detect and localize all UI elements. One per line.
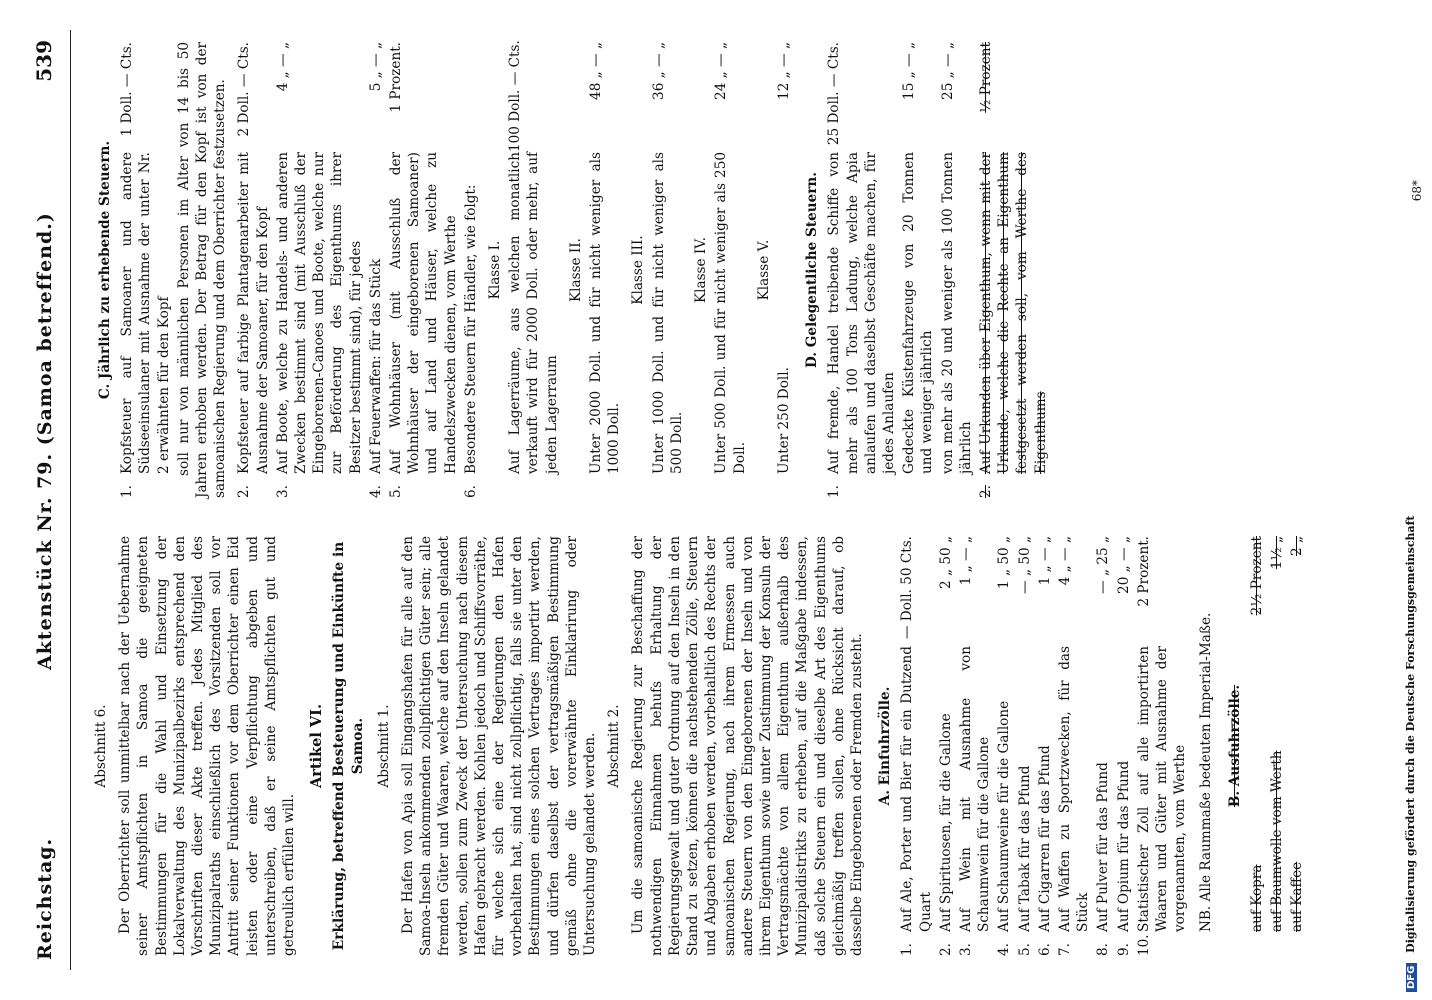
einfuhr-row bbox=[898, 536, 934, 956]
header-rule bbox=[70, 30, 71, 970]
item-value: 1 „ — „ bbox=[957, 536, 974, 586]
item-text: auf Kaffee bbox=[1289, 861, 1306, 932]
abschnitt6-text: Der Oberrichter soll unmittelbar nach der Uebernahme seiner Amtspflichten in Samoa die geeigneten Bestimmungen für die Wahl und Einsetzung der Lokalverwaltung des Munizipalbezirks entsprechend den Vorschriften dieser Akte treffen. Jedes Mitglied des Munizipalraths einschließlich des Vorsitzenden soll vor Antritt seiner Funktionen vor dem Oberrichter einen Eid leisten oder eine Verpflichtung abgeben und unterschreiben, daß er seine Amtspflichten gut und getreulich erfüllen will. bbox=[117, 536, 298, 956]
page-number: 539 bbox=[32, 40, 56, 82]
item-value: 36 „ — „ bbox=[650, 42, 667, 100]
gelegentlich-row bbox=[939, 42, 975, 498]
item-number: 3. bbox=[957, 943, 974, 956]
item-number: 2. bbox=[937, 943, 954, 956]
item-value: 2 Prozent. bbox=[1135, 536, 1152, 607]
item-value: 25 Doll. — Cts. bbox=[826, 42, 843, 146]
d-list bbox=[825, 42, 1049, 498]
item-text: Besondere Steuern für Händler, wie folgt: bbox=[462, 184, 479, 474]
item-value: 2½ Prozent bbox=[1248, 536, 1265, 616]
ausfuhr-row bbox=[1268, 536, 1286, 956]
item-number: 6. bbox=[462, 485, 479, 498]
header-reichstag: Reichstag. bbox=[34, 837, 56, 960]
item-number: 5. bbox=[388, 485, 405, 498]
c-list bbox=[118, 42, 480, 498]
abschnitt2-heading: Abschnitt 2. bbox=[606, 704, 623, 788]
item-value: 24 „ — „ bbox=[713, 42, 730, 100]
d-heading: D. Gelegentliche Steuern. bbox=[804, 171, 821, 369]
item-value: — „ 50 „ bbox=[1016, 536, 1033, 594]
item-value: 1 „ 50 „ bbox=[996, 536, 1013, 589]
klasse-row bbox=[775, 42, 793, 498]
column-left bbox=[86, 536, 1308, 956]
einfuhr-row bbox=[1135, 536, 1190, 956]
klasse-heading: Klasse I. bbox=[487, 240, 504, 300]
item-text: auf Baumwolle vom Werth bbox=[1268, 750, 1285, 932]
item-value: — „ 25 „ bbox=[1095, 536, 1112, 594]
item-number: 5. bbox=[1016, 943, 1033, 956]
item-number: 3. bbox=[274, 485, 291, 498]
steuer-row bbox=[274, 42, 365, 498]
footnote-mark: 68* bbox=[1410, 180, 1424, 202]
item-value: 4 „ — „ bbox=[274, 42, 291, 92]
item-text: Kopfsteuer auf farbige Plantagenarbeiter mit Ausnahme der Samoaner, für den Kopf bbox=[236, 152, 271, 474]
klasse-heading: Klasse II. bbox=[567, 238, 584, 302]
item-number: 1. bbox=[119, 485, 136, 498]
item-text: Gedeckte Küstenfahrzeuge von 20 Tonnen und weniger jährlich bbox=[901, 152, 936, 474]
gelegentlich-row bbox=[825, 42, 898, 498]
item-value: 25 „ — „ bbox=[939, 42, 956, 100]
item-number: 2. bbox=[236, 485, 253, 498]
item-text: Unter 1000 Doll. und für nicht weniger als 500 Doll. bbox=[650, 152, 685, 474]
item-value: 5 „ — „ bbox=[367, 42, 384, 92]
item-text: Auf Lagerräume, aus welchen monatlich verkauft wird für 2000 Doll. oder mehr, auf jeden Lagerraum bbox=[507, 152, 560, 474]
ausfuhr-heading: B. Ausfuhrzölle. bbox=[1226, 684, 1243, 808]
abschnitt1-heading: Abschnitt 1. bbox=[375, 704, 392, 788]
item-value: 2 „ bbox=[1289, 536, 1306, 557]
klasse-heading: Klasse IV. bbox=[693, 236, 710, 304]
nb-note: NB. Alle Raummaße bedeuten Imperial-Maße. bbox=[1198, 612, 1215, 932]
item-number: 1. bbox=[899, 943, 916, 956]
klasse-row bbox=[712, 42, 748, 498]
item-number: 8. bbox=[1095, 943, 1112, 956]
item-value: 15 „ — „ bbox=[901, 42, 918, 100]
item-value: 20 „ — „ bbox=[1115, 536, 1132, 594]
item-value: 100 Doll. — Cts. bbox=[507, 40, 524, 152]
item-value: 48 „ — „ bbox=[588, 42, 605, 100]
item-value: 12 „ — „ bbox=[775, 42, 792, 100]
item-value: 1 Prozent. bbox=[388, 42, 405, 113]
dfg-logo: DFG bbox=[1406, 963, 1417, 992]
gelegentlich-row bbox=[977, 42, 1050, 498]
einfuhr-row bbox=[1094, 536, 1112, 956]
item-number: 9. bbox=[1115, 943, 1132, 956]
digitalization-text: Digitalisierung gefördert durch die Deutsche Forschungsgemeinschaft bbox=[1404, 515, 1417, 953]
digitalization-note bbox=[1404, 12, 1417, 992]
item-text: Auf Ale, Porter und Bier für ein Dutzend Quart bbox=[899, 646, 934, 932]
item-text: Unter 250 Doll. bbox=[775, 367, 792, 474]
item-value: 1 Doll. — Cts. bbox=[119, 42, 136, 137]
item-value: 2 Doll. — Cts. bbox=[236, 42, 253, 137]
ausfuhr-row bbox=[1248, 536, 1266, 956]
item-text: Statistischer Zoll auf alle importirten Waaren und Güter mit Ausnahme der vorgenannten, vom Werthe bbox=[1135, 646, 1189, 932]
item-text: Auf Pulver für das Pfund bbox=[1095, 762, 1112, 932]
item-text: Auf Schaumweine für die Gallone bbox=[996, 700, 1013, 932]
c-heading: C. Jährlich zu erhebende Steuern. bbox=[97, 140, 113, 400]
item-number: 6. bbox=[1036, 943, 1053, 956]
item-text: Auf Tabak für das Pfund bbox=[1016, 765, 1033, 932]
einfuhr-row bbox=[1036, 536, 1054, 956]
einfuhr-row bbox=[937, 536, 955, 956]
steuer-note: soll nur von männlichen Personen im Alter von 14 bis 50 Jahren erhoben werden. Der Betrag für den Kopf ist von der samoanischen Regierung und dem Oberrichter festzusetzen. bbox=[175, 42, 229, 498]
steuer-row bbox=[387, 42, 460, 498]
item-text: Auf Waffen zu Sportzwecken, für das Stück bbox=[1056, 646, 1092, 932]
ausfuhr-row bbox=[1288, 536, 1306, 956]
klasse-heading: Klasse V. bbox=[755, 239, 772, 301]
abschnitt2-text: Um die samoanische Regierung zur Beschaffung der nothwendigen Einnahmen behufs Erhaltung der Regierungsgewalt und guter Ordnung auf den Inseln in den Stand zu setzen, können die nachstehenden Zölle, Steuern und Abgaben erhoben werden, vorbehaltlich des Rechts der samoanischen Regierung, nach ihrem Ermessen auch andere Steuern von den Eingeborenen der Inseln und von ihrem Eigenthum sowie unter Zustimmung der Konsuln der Vertragsmächte von allem Eigenthum außerhalb des Munizipaldistrikts zu erheben, auf die Maßgabe indessen, daß solche Steuern ein und dieselbe Art des Eigenthums gleichmäßig treffen sollen, ohne Rücksicht darauf, ob dasselbe Eingeborenen oder Fremden zusteht. bbox=[630, 536, 865, 956]
column-right bbox=[86, 42, 1052, 498]
einfuhr-row bbox=[1016, 536, 1034, 956]
steuer-row bbox=[462, 42, 480, 498]
page-header bbox=[28, 30, 68, 970]
abschnitt6-heading: Abschnitt 6. bbox=[93, 704, 109, 788]
item-text: Auf Spirituosen, für die Gallone bbox=[937, 713, 954, 932]
item-text: Auf Boote, welche zu Handels- und anderen Zwecken bestimmt sind (mit Ausschluß der Eingeborenen-Canoes und Boote, welche nur zur Beförderung des Eigenthums ihrer Besitzer bestimmt sind), für jedes bbox=[274, 152, 364, 474]
klasse-heading: Klasse III. bbox=[630, 235, 647, 305]
item-number: 1. bbox=[826, 485, 843, 498]
item-text: Auf Opium für das Pfund bbox=[1115, 760, 1132, 932]
item-text: Auf Wein mit Ausnahme von Schaumwein für die Gallone bbox=[957, 646, 993, 932]
item-text: Auf Urkunden über Eigenthum, wenn mit der Urkunde, welche die Rechte an Eigenthum festgesetzt werden soll, vom Werthe des Eigenthums bbox=[977, 152, 1049, 474]
artikel-title: Artikel VI. bbox=[308, 704, 326, 789]
item-text: auf Kopra bbox=[1248, 864, 1265, 932]
item-number: 10. bbox=[1135, 934, 1152, 956]
abschnitt1-text: Der Hafen von Apia soll Eingangshafen für alle auf den Samoa-Inseln ankommenden zollpflichtigen Güter sein; alle fremden Güter und Waaren, welche auf den Inseln gelandet werden, sollen zum Zweck der Untersuchung nach diesem Hafen gebracht werden. Kohlen jedoch und Schiffsvorräthe, für welche sich eine der Regierungen den Hafen vorbehalten hat, sind nicht zollpflichtig, falls sie unter den Bestimmungen eines solchen Vertrages importirt werden, und dürfen daselbst der vertragsmäßigen Bestimmung gemäß ohne die vorerwähnte Einklarirung oder Untersuchung gelandet werden. bbox=[400, 536, 599, 956]
artikel-subtitle: Erklärung, betreffend Besteuerung und Einkünfte in Samoa. bbox=[331, 541, 366, 951]
item-value: 2 „ 50 „ bbox=[937, 536, 954, 589]
item-text: Unter 2000 Doll. und für nicht weniger als 1000 Doll. bbox=[588, 152, 623, 474]
item-text: Unter 500 Doll. und für nicht weniger als 250 Doll. bbox=[713, 152, 748, 474]
steuer-row bbox=[367, 42, 385, 498]
header-aktenstueck: Aktenstück Nr. 79. (Samoa betreffend.) bbox=[34, 212, 56, 670]
item-value: — Doll. 50 Cts. bbox=[899, 536, 916, 640]
item-text: Kopfsteuer auf Samoaner und andere Südseeinsulaner mit Ausnahme der unter Nr. 2 erwähnten für den Kopf bbox=[119, 152, 172, 474]
item-number: 7. bbox=[1056, 943, 1073, 956]
item-text: Auf Cigarren für das Pfund bbox=[1036, 745, 1053, 932]
item-text: Auf fremde, Handel treibende Schiffe von mehr als 100 Tons Ladung, welche Apia anlaufen und daselbst Geschäfte machen, für jedes Anlaufen bbox=[826, 152, 897, 474]
gelegentlich-row bbox=[900, 42, 936, 498]
steuer-row bbox=[235, 42, 271, 498]
ausfuhr-list bbox=[1248, 536, 1307, 956]
item-value: 1½ „ bbox=[1268, 536, 1285, 570]
item-value: 1 „ — „ bbox=[1036, 536, 1053, 586]
item-value: 4 „ — „ bbox=[1056, 536, 1073, 586]
item-text: Auf Feuerwaffen: für das Stück bbox=[367, 258, 384, 474]
einfuhr-row bbox=[1056, 536, 1092, 956]
klasse-row bbox=[506, 42, 561, 498]
steuer-row bbox=[118, 42, 173, 498]
item-text: von mehr als 20 und weniger als 100 Tonnen jährlich bbox=[939, 152, 974, 474]
klasse-row bbox=[650, 42, 686, 498]
einfuhr-row bbox=[1115, 536, 1133, 956]
item-value: ½ Prozent bbox=[977, 42, 994, 113]
item-number: 4. bbox=[367, 485, 384, 498]
klasse-row bbox=[587, 42, 623, 498]
einfuhr-row bbox=[995, 536, 1013, 956]
klassen-list bbox=[486, 42, 793, 498]
einfuhr-list bbox=[898, 536, 1189, 956]
item-text: Auf Wohnhäuser (mit Ausschluß der Wohnhäuser der eingeborenen Samoaner) und auf Land und Häuser, welche zu Handelszwecken dienen, vom Werthe bbox=[388, 152, 459, 474]
einfuhr-heading: A. Einfuhrzölle. bbox=[877, 686, 894, 806]
item-number: 4. bbox=[996, 943, 1013, 956]
einfuhr-row bbox=[957, 536, 993, 956]
item-number: 2. bbox=[977, 485, 994, 498]
